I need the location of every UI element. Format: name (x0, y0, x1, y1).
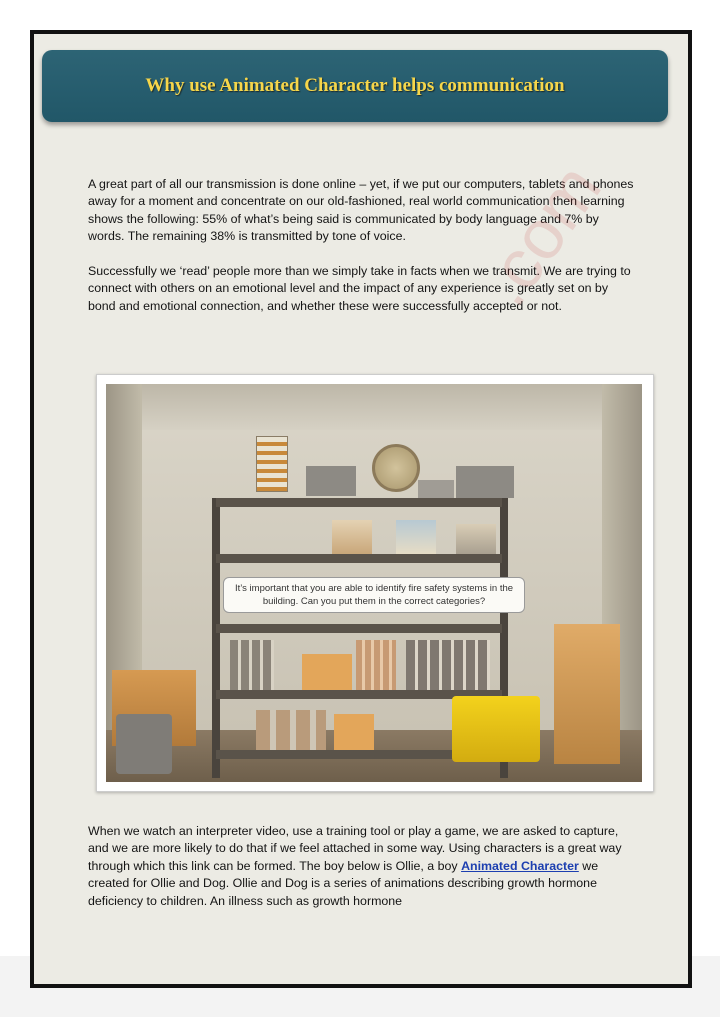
desk-fan (372, 444, 420, 492)
bin (116, 714, 172, 774)
cardboard-box (334, 714, 374, 750)
binders (406, 640, 490, 690)
instruction-callout: It’s important that you are able to identify fire safety systems in the building. Can you put them in the correct categories? (223, 577, 525, 613)
paragraph-text-end: we created for Ollie and Dog. Ollie and Dog is a series of animations describing growth hormone deficiency to children. An illness such as growth hormone (88, 858, 599, 908)
paragraph-emotional-connection: Successfully we ‘read’ people more than we simply take in facts when we transmit. We are trying to connect with others on an emotional level and the impact of any experience is greatly set on by bond and emotional connection, and whether these were successfully accepted or not. (88, 264, 631, 313)
jars (256, 710, 326, 750)
mop-bucket (452, 696, 540, 762)
document-page (30, 30, 692, 988)
illustration-frame (96, 374, 654, 792)
paragraph-communication-stats: A great part of all our transmission is done online – yet, if we put our computers, tablets and phones away for a moment and concentrate on our old-fashioned, real world communication then learning shows the following: 55% of what’s being said is communicated by body language and 7% by words. The remaining 38% is transmitted by tone of voice. (88, 177, 634, 244)
stacked-papers (332, 520, 372, 554)
binders (356, 640, 396, 690)
paragraph-text-start: When we watch an interpreter video, use a training tool or play a game, we are asked to capture, and we are more likely to do that if we feel attached in some way. Using characters is a great way through which this link can be formed. The boy below is Ollie, a boy (88, 824, 622, 873)
crate (456, 466, 514, 498)
page-title: Why use Animated Character helps communication (145, 75, 565, 96)
room-ceiling (106, 384, 642, 430)
shelf-board (216, 554, 502, 563)
shelf-board (216, 624, 502, 633)
crate (306, 466, 356, 496)
watermark: .com (464, 150, 616, 320)
stacked-papers (456, 524, 496, 554)
paragraph-character-ollie (88, 823, 636, 910)
binders (230, 640, 274, 690)
shelf-post-left (212, 498, 220, 778)
storage-room-illustration (106, 384, 642, 782)
cardboard-pile-right (554, 624, 620, 764)
stacked-papers (396, 520, 436, 554)
crate (418, 480, 454, 498)
animated-character-link[interactable]: Animated Character (461, 858, 579, 873)
cardboard-boxes (302, 654, 352, 690)
title-banner (42, 50, 668, 122)
shelf-board (216, 498, 502, 507)
heater-lamp (256, 436, 288, 492)
